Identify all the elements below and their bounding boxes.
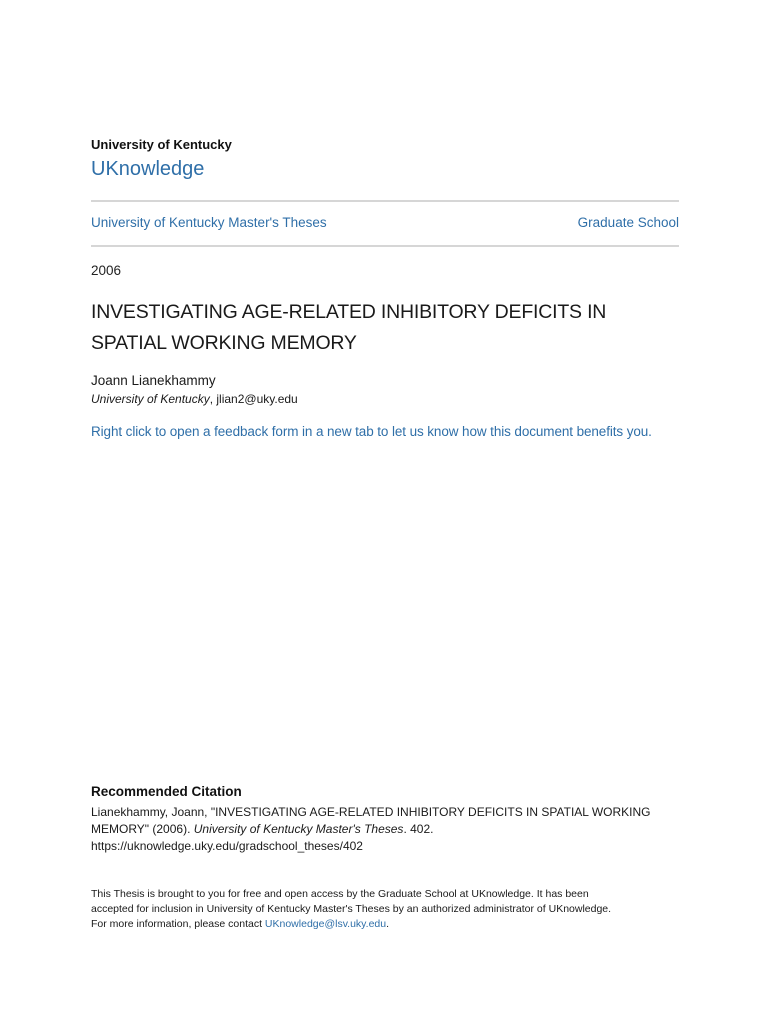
citation-text — [91, 804, 681, 855]
author-email: , jlian2@uky.edu — [209, 392, 298, 406]
notice-contact-prefix: For more information, please contact — [91, 918, 265, 930]
citation-url: https://uknowledge.uky.edu/gradschool_theses/402 — [91, 839, 363, 853]
cover-page — [91, 0, 679, 1024]
institution-name: University of Kentucky — [91, 137, 232, 152]
citation-line-2 — [91, 821, 681, 838]
contact-email-link[interactable]: UKnowledge@lsv.uky.edu — [264, 918, 387, 930]
notice-suffix: . — [386, 918, 390, 930]
access-notice — [91, 887, 681, 932]
notice-line-2: accepted for inclusion in University of Kentucky Master's Theses by an authorized administrator of UKnowledge. — [91, 903, 612, 915]
citation-number: . 402. — [403, 822, 434, 836]
author-name: Joann Lianekhammy — [91, 373, 216, 388]
author-affiliation — [91, 392, 298, 406]
affiliation-name: University of Kentucky — [91, 392, 210, 406]
document-title: INVESTIGATING AGE-RELATED INHIBITORY DEFICITS IN SPATIAL WORKING MEMORY — [91, 301, 607, 354]
breadcrumb — [91, 215, 679, 230]
feedback-link[interactable]: Right click to open a feedback form in a new tab to let us know how this document benefits you. — [91, 424, 652, 439]
notice-line-1: This Thesis is brought to you for free and open access by the Graduate School at UKnowledge. It has been — [91, 888, 589, 900]
top-divider — [91, 200, 679, 202]
citation-series: University of Kentucky Master's Theses — [193, 822, 404, 836]
citation-line-1: Lianekhammy, Joann, "INVESTIGATING AGE-RELATED INHIBITORY DEFICITS IN SPATIAL WORKING — [91, 805, 651, 819]
repository-link[interactable]: UKnowledge — [91, 158, 205, 180]
publication-year: 2006 — [91, 263, 122, 278]
citation-year: MEMORY" (2006). — [91, 822, 194, 836]
collection-link[interactable]: University of Kentucky Master's Theses — [91, 215, 327, 230]
notice-line-3 — [91, 917, 681, 932]
graduate-school-link[interactable]: Graduate School — [577, 215, 679, 230]
citation-heading: Recommended Citation — [91, 784, 242, 799]
bottom-divider — [91, 245, 679, 247]
